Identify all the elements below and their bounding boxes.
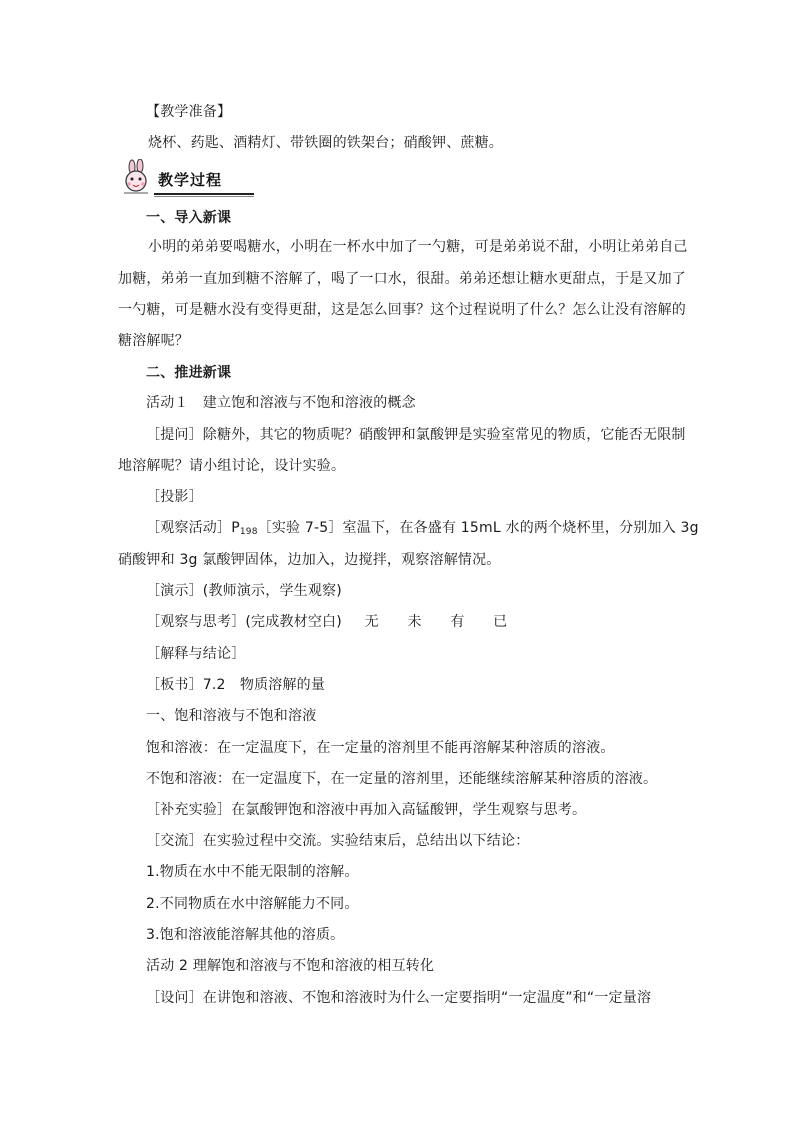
blank-word: 无 [364,614,379,630]
observe-think-line [146,611,507,633]
supplement-experiment: ［补充实验］在氯酸钾饱和溶液中再加入高锰酸钾，学生观察与思考。 [146,802,587,818]
prep-materials: 烧杯、药匙、酒精灯、带铁圈的铁架台；硝酸钾、蔗糖。 [148,135,503,151]
conclusion-item: 2.不同物质在水中溶解能力不同。 [146,896,359,912]
saturated-definition: 饱和溶液：在一定温度下，在一定量的溶剂里不能再溶解某种溶质的溶液。 [146,740,615,756]
section-advance-heading: 二、推进新课 [146,365,232,381]
conclusion-item: 3.饱和溶液能溶解其他的溶质。 [146,927,345,943]
blank-word: 有 [450,614,465,630]
section-intro-heading: 一、导入新课 [146,210,232,226]
intro-line-4: 糖溶解呢？ [118,333,189,349]
observe-think-label: ［观察与思考］(完成教材空白) [146,614,342,630]
observe-rest: ［实验 7-5］室温下，在各盛有 15mL 水的两个烧杯里，分别加入 3g [257,520,699,536]
board-line: ［板书］7.2 物质溶解的量 [146,677,326,693]
projection-label: ［投影］ [146,489,203,505]
blank-word: 未 [407,614,422,630]
demo-line: ［演示］(教师演示，学生观察) [146,583,342,599]
observe-page-number: 198 [239,527,258,537]
unsaturated-definition: 不饱和溶液：在一定温度下，在一定量的溶剂里，还能继续溶解某种溶质的溶液。 [146,771,658,787]
activity1-title: 活动１ 建立饱和溶液与不饱和溶液的概念 [146,395,416,411]
sub-heading-saturated: 一、饱和溶液与不饱和溶液 [146,708,317,724]
exchange-line: ［交流］在实验过程中交流。实验结束后，总结出以下结论： [146,833,530,849]
banner-title: 教学过程 [158,171,223,189]
activity2-title: 活动 2 理解饱和溶液与不饱和溶液的相互转化 [146,958,435,974]
intro-line-2: 加糖，弟弟一直加到糖不溶解了，喝了一口水，很甜。弟弟还想让糖水更甜点，于是又加了 [118,271,686,287]
observe-blank-words [347,614,508,630]
observe-activity-line-2: 硝酸钾和 3g 氯酸钾固体，边加入，边搅拌，观察溶解情况。 [118,552,501,568]
banner-underline-thin [154,196,254,197]
teaching-process-banner [118,159,258,199]
question-line-1: ［提问］除糖外，其它的物质呢？硝酸钾和氯酸钾是实验室常见的物质，它能否无限制 [146,427,686,443]
ask-line: ［设问］在讲饱和溶液、不饱和溶液时为什么一定要指明“一定温度”和“一定量溶 [146,990,652,1006]
banner-underline [154,193,254,195]
observe-prefix: ［观察活动］P [146,520,240,536]
intro-line-1: 小明的弟弟要喝糖水，小明在一杯水中加了一勺糖，可是弟弟说不甜，小明让弟弟自己 [148,239,688,255]
intro-line-3: 一勺糖，可是糖水没有变得更甜，这是怎么回事？这个过程说明了什么？怎么让没有溶解的 [118,302,686,318]
conclusion-item: 1.物质在水中不能无限制的溶解。 [146,864,359,880]
explain-label: ［解释与结论］ [146,646,246,662]
prep-heading: 【教学准备】 [146,104,232,120]
observe-activity-line-1 [146,517,699,543]
question-line-2: 地溶解呢？请小组讨论，设计实验。 [118,458,346,474]
rabbit-mascot-icon [118,159,158,199]
blank-word: 已 [493,614,508,630]
